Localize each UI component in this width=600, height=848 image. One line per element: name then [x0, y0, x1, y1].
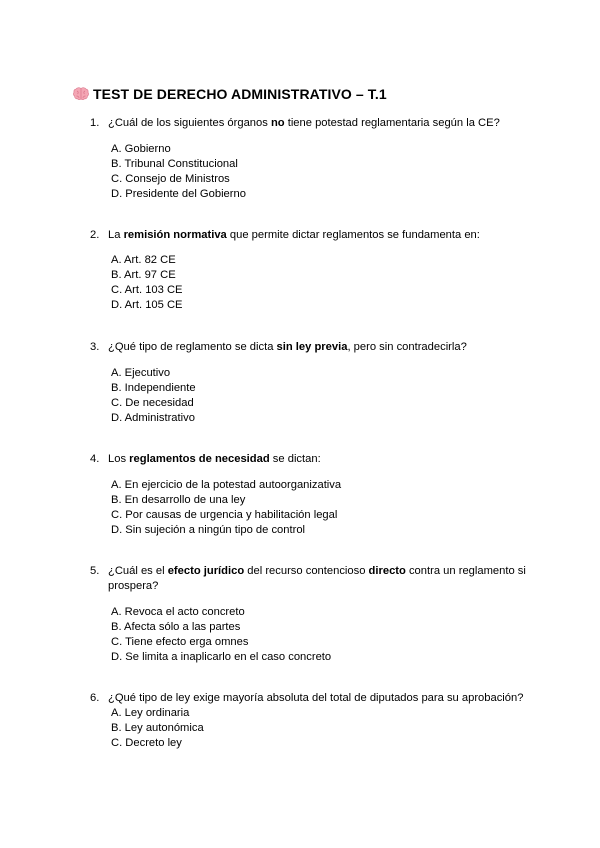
- option: D. Sin sujeción a ningún tipo de control: [111, 524, 306, 536]
- question-text: ¿Cuál es el efecto jurídico del recurso contencioso directo contra un reglamento si prospera?: [108, 565, 526, 592]
- option: A. Revoca el acto concreto: [111, 606, 245, 618]
- question-text: ¿Qué tipo de reglamento se dicta sin ley previa, pero sin contradecirla?: [108, 341, 467, 353]
- question-2-options: [111, 253, 183, 313]
- option: D. Art. 105 CE: [111, 299, 183, 311]
- option: C. Decreto ley: [111, 737, 182, 749]
- option: D. Se limita a inaplicarlo en el caso concreto: [111, 651, 332, 663]
- brain-icon: [73, 87, 89, 101]
- question-text: La remisión normativa que permite dictar reglamentos se fundamenta en:: [108, 229, 480, 241]
- question-text: ¿Qué tipo de ley exige mayoría absoluta del total de diputados para su aprobación?: [108, 692, 524, 704]
- option: A. Ejecutivo: [111, 367, 171, 379]
- question-number: 5.: [90, 565, 100, 577]
- option: B. Tribunal Constitucional: [111, 158, 238, 170]
- question-text: ¿Cuál de los siguientes órganos no tiene potestad reglamentaria según la CE?: [108, 117, 500, 129]
- question-1-options: [111, 142, 246, 202]
- question-3-options: [111, 366, 196, 426]
- option: A. Art. 82 CE: [111, 254, 176, 266]
- question-4-options: [111, 478, 341, 538]
- option: D. Administrativo: [111, 412, 195, 424]
- question-6-options: [111, 706, 204, 751]
- question-number: 2.: [90, 229, 100, 241]
- option: C. De necesidad: [111, 397, 194, 409]
- option: B. Art. 97 CE: [111, 269, 176, 281]
- question-text: Los reglamentos de necesidad se dictan:: [108, 453, 321, 465]
- question-5-options: [111, 605, 331, 665]
- option: C. Consejo de Ministros: [111, 173, 230, 185]
- option: B. Ley autonómica: [111, 722, 204, 734]
- option: A. En ejercicio de la potestad autoorganizativa: [111, 479, 342, 491]
- option: C. Art. 103 CE: [111, 284, 183, 296]
- question-number: 4.: [90, 453, 100, 465]
- option: A. Ley ordinaria: [111, 707, 190, 719]
- option: B. Afecta sólo a las partes: [111, 621, 241, 633]
- option: A. Gobierno: [111, 143, 171, 155]
- question-number: 1.: [90, 117, 100, 129]
- question-number: 6.: [90, 692, 100, 704]
- option: B. Independiente: [111, 382, 196, 394]
- option: D. Presidente del Gobierno: [111, 188, 246, 200]
- document-title-text: TEST DE DERECHO ADMINISTRATIVO – T.1: [93, 86, 387, 102]
- option: B. En desarrollo de una ley: [111, 494, 246, 506]
- option: C. Por causas de urgencia y habilitación legal: [111, 509, 338, 521]
- document-title: [73, 86, 387, 102]
- question-number: 3.: [90, 341, 100, 353]
- option: C. Tiene efecto erga omnes: [111, 636, 249, 648]
